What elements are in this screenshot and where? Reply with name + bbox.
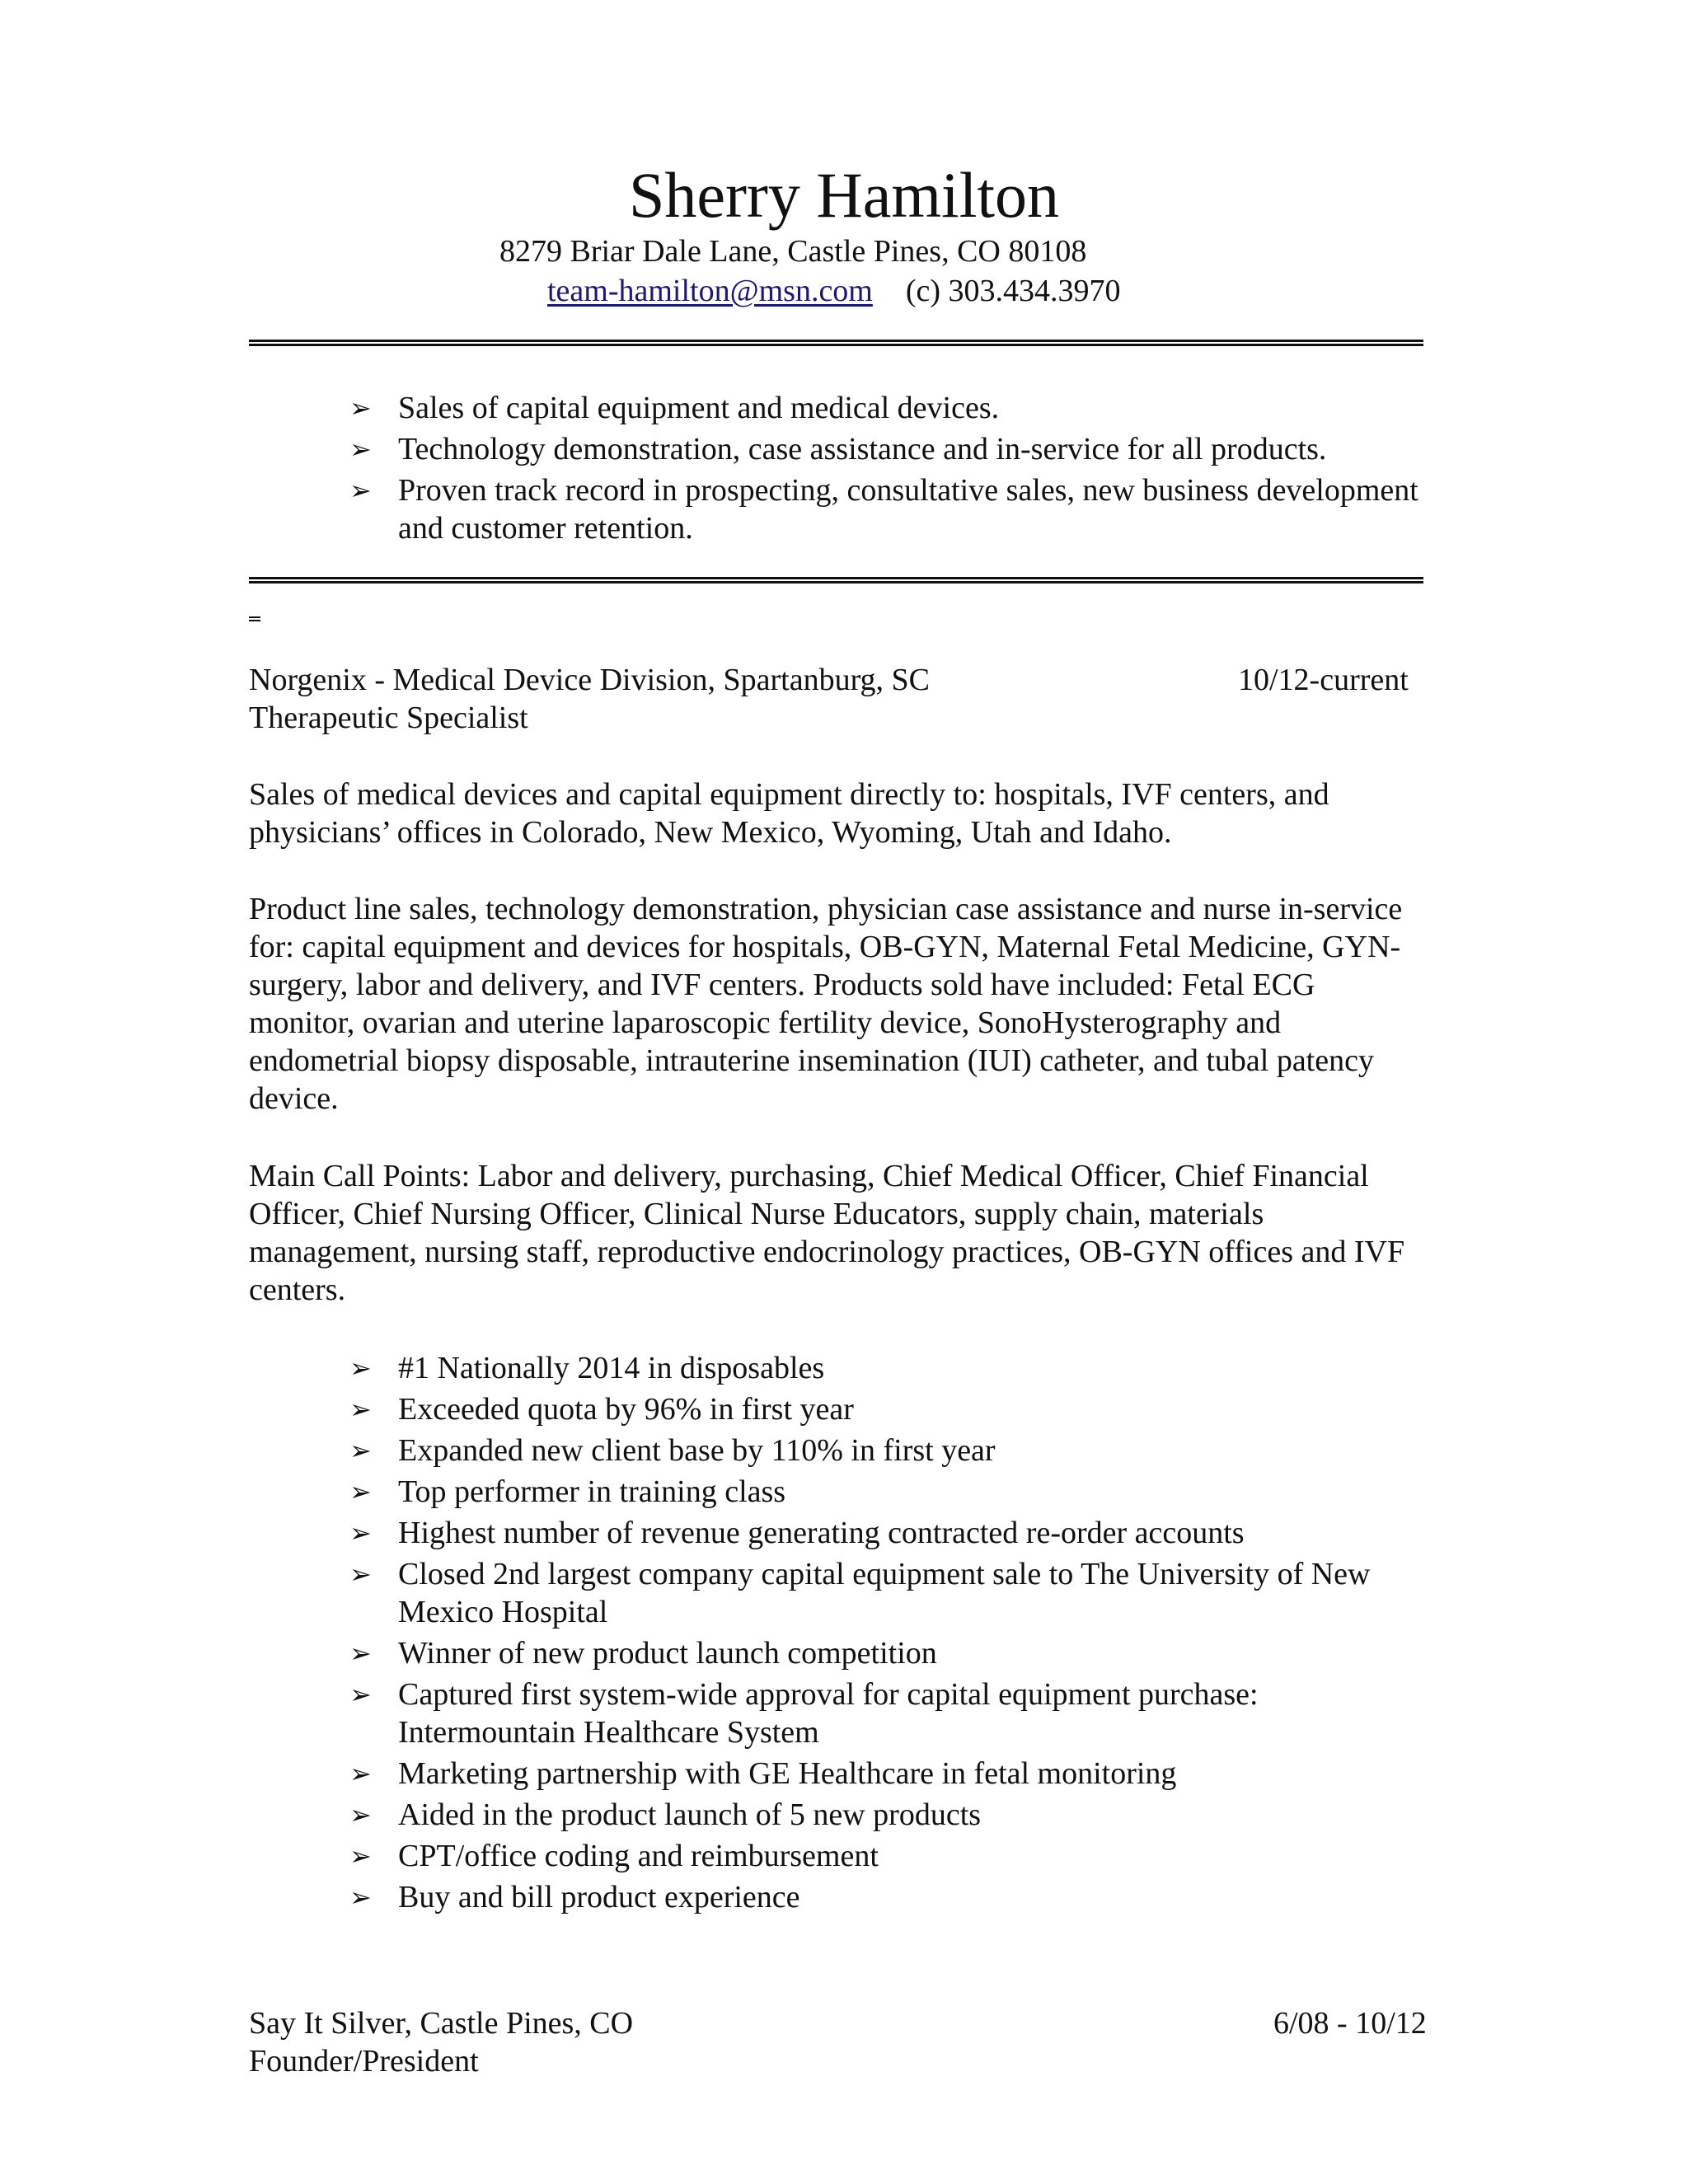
achievement-item: ➢ Buy and bill product experience (349, 1880, 800, 1915)
achievement-item: ➢ Closed 2nd largest company capital equipment sale to The University of New Mexico Hospital (349, 1557, 1371, 1629)
candidate-name: Sherry Hamilton (628, 159, 1060, 231)
achievement-item: ➢ Expanded new client base by 110% in first year (349, 1433, 996, 1468)
job-paragraph: Sales of medical devices and capital equipment directly to: hospitals, IVF centers, and physicians’ offices in Colorado, New Mexico, Wyoming, Utah and Idaho. (249, 777, 1329, 850)
achievement-item: ➢ Marketing partnership with GE Healthcare in fetal monitoring (349, 1756, 1177, 1791)
double-rule-divider (249, 340, 1423, 346)
achievement-item: ➢ Highest number of revenue generating contracted re-order accounts (349, 1516, 1245, 1550)
achievements-list (349, 1349, 1437, 1919)
arrowhead-bullet-icon: ➢ (349, 1394, 372, 1425)
arrowhead-bullet-icon: ➢ (349, 1799, 372, 1830)
achievement-item: ➢ Exceeded quota by 96% in first year (349, 1392, 854, 1427)
arrowhead-bullet-icon: ➢ (349, 1679, 372, 1710)
phone-number: (c) 303.434.3970 (905, 274, 1121, 308)
job-paragraph: Product line sales, technology demonstration, physician case assistance and nurse in-service for: capital equipment and devices for hospitals, OB-GYN, Maternal Fetal Medicine, GYN-surgery, labor and delivery, and IVF centers. Products sold have included: Fetal ECG monitor, ovarian and uterine laparoscopic fertility device, SonoHysterography and endometrial biopsy disposable, intrauterine insemination (IUI) catheter, and tubal patency device. (249, 892, 1403, 1116)
arrowhead-bullet-icon: ➢ (349, 1435, 372, 1466)
arrowhead-bullet-icon: ➢ (349, 1476, 372, 1507)
achievement-item: ➢ Aided in the product launch of 5 new products (349, 1797, 982, 1832)
summary-item: ➢ Technology demonstration, case assistance and in-service for all products. (349, 432, 1327, 466)
job-title: Founder/President (249, 2044, 479, 2079)
arrowhead-bullet-icon: ➢ (349, 1558, 372, 1590)
job-company: Norgenix - Medical Device Division, Spartanburg, SC (249, 663, 931, 697)
summary-item: ➢ Proven track record in prospecting, consultative sales, new business development and customer retention. (349, 473, 1418, 546)
job-dates: 6/08 - 10/12 (1273, 2006, 1427, 2041)
arrowhead-bullet-icon: ➢ (349, 1758, 372, 1789)
job-company: Say It Silver, Castle Pines, CO (249, 2006, 634, 2041)
contact-line (547, 272, 1121, 310)
achievement-item: ➢ Top performer in training class (349, 1474, 786, 1509)
mailing-address: 8279 Briar Dale Lane, Castle Pines, CO 80108 (499, 234, 1087, 269)
summary-item: ➢ Sales of capital equipment and medical devices. (349, 391, 1000, 425)
double-rule-divider (249, 577, 1423, 583)
achievement-item: ➢ #1 Nationally 2014 in disposables (349, 1351, 825, 1385)
email-link[interactable]: team-hamilton@msn.com (547, 274, 873, 308)
arrowhead-bullet-icon: ➢ (349, 1882, 372, 1913)
arrowhead-bullet-icon: ➢ (349, 1352, 372, 1384)
job-company-line (249, 2004, 1427, 2042)
achievement-item: ➢ Winner of new product launch competition (349, 1636, 937, 1671)
summary-list (349, 389, 1437, 551)
job-company-line (249, 661, 1423, 699)
arrowhead-bullet-icon: ➢ (349, 392, 372, 424)
achievement-item: ➢ Captured first system-wide approval for capital equipment purchase: Intermountain Healthcare System (349, 1677, 1259, 1750)
job-dates: 10/12-current (1238, 663, 1409, 697)
arrowhead-bullet-icon: ➢ (349, 1840, 372, 1872)
job-title: Therapeutic Specialist (249, 701, 528, 735)
arrowhead-bullet-icon: ➢ (349, 1517, 372, 1549)
achievement-item: ➢ CPT/office coding and reimbursement (349, 1839, 879, 1873)
arrowhead-bullet-icon: ➢ (349, 1638, 372, 1669)
arrowhead-bullet-icon: ➢ (349, 434, 372, 465)
job-paragraph: Main Call Points: Labor and delivery, purchasing, Chief Medical Officer, Chief Financial Officer, Chief Nursing Officer, Clinical Nurse Educators, supply chain, materials management, nursing staff, reproductive endocrinology practices, OB-GYN offices and IVF centers. (249, 1159, 1405, 1307)
small-double-rule-mark (249, 616, 260, 621)
arrowhead-bullet-icon: ➢ (349, 475, 372, 506)
